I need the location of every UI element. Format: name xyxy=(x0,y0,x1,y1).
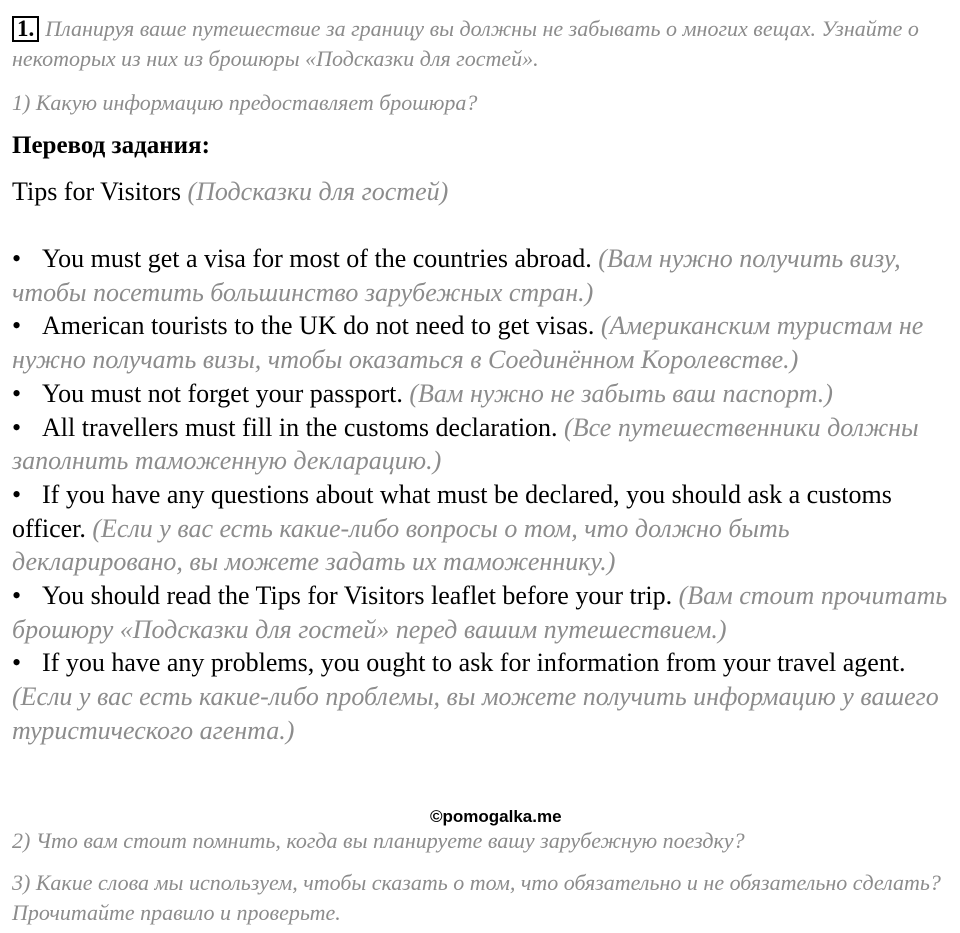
tip-en: You must not forget your passport. xyxy=(42,378,403,408)
tip-en: All travellers must fill in the customs declaration. xyxy=(42,412,558,442)
task-instruction-block xyxy=(12,14,952,74)
list-item xyxy=(12,242,952,309)
task-number: 1. xyxy=(12,16,39,42)
bullet-icon xyxy=(12,646,42,680)
leaflet-title xyxy=(12,175,448,209)
tips-list xyxy=(12,242,952,748)
bullet-icon xyxy=(12,377,42,411)
tip-ru: (Все путешественники должны заполнить таможенную декларацию.) xyxy=(12,412,919,476)
tip-ru: (Если у вас есть какие-либо вопросы о том, что должно быть декларировано, вы можете задать их таможеннику.) xyxy=(12,513,790,577)
list-item xyxy=(12,579,952,646)
bullet-icon xyxy=(12,579,42,613)
bullet-icon xyxy=(12,309,42,343)
tip-ru: (Если у вас есть какие-либо проблемы, вы можете получить информацию у вашего туристического агента.) xyxy=(12,682,939,745)
list-item xyxy=(12,377,952,411)
translation-heading: Перевод задания: xyxy=(12,132,210,159)
tip-ru: (Американским туристам не нужно получать визы, чтобы оказаться в Соединённом Королевстве.) xyxy=(12,311,924,375)
tip-ru: (Вам стоит прочитать брошюру «Подсказки для гостей» перед вашим путешествием.) xyxy=(12,581,948,644)
tip-en: You must get a visa for most of the countries abroad. xyxy=(42,244,592,273)
tip-en: You should read the Tips for Visitors leaflet before your trip. xyxy=(42,581,673,611)
bullet-icon xyxy=(12,411,42,445)
site-watermark: ©pomogalka.me xyxy=(430,807,562,826)
bullet-icon xyxy=(12,478,42,512)
list-item xyxy=(12,309,952,376)
list-item xyxy=(12,646,952,747)
leaflet-title-ru: (Подсказки для гостей) xyxy=(187,177,449,206)
tip-en: If you have any questions about what must be declared, you should ask a customs officer. xyxy=(12,479,892,543)
list-item xyxy=(12,411,952,478)
tip-en: American tourists to the UK do not need to get visas. xyxy=(42,311,595,341)
list-item xyxy=(12,478,952,579)
tip-ru: (Вам нужно не забыть ваш паспорт.) xyxy=(409,378,833,408)
tip-ru: (Вам нужно получить визу, чтобы посетить большинство зарубежных стран.) xyxy=(12,244,901,307)
bullet-icon xyxy=(12,242,42,276)
question-2: 2) Что вам стоит помнить, когда вы планируете вашу зарубежную поездку? xyxy=(12,828,745,853)
question-1: 1) Какую информацию предоставляет брошюра? xyxy=(12,90,478,115)
leaflet-title-en: Tips for Visitors xyxy=(12,177,181,206)
task-instruction: Планируя ваше путешествие за границу вы должны не забывать о многих вещах. Узнайте о некоторых из них из брошюры «Подсказки для гостей». xyxy=(12,16,919,71)
tip-en: If you have any problems, you ought to ask for information from your travel agent. xyxy=(42,648,906,678)
question-3: 3) Какие слова мы используем, чтобы сказать о том, что обязательно и не обязательно сделать? Прочитайте правило и проверьте. xyxy=(12,870,941,925)
